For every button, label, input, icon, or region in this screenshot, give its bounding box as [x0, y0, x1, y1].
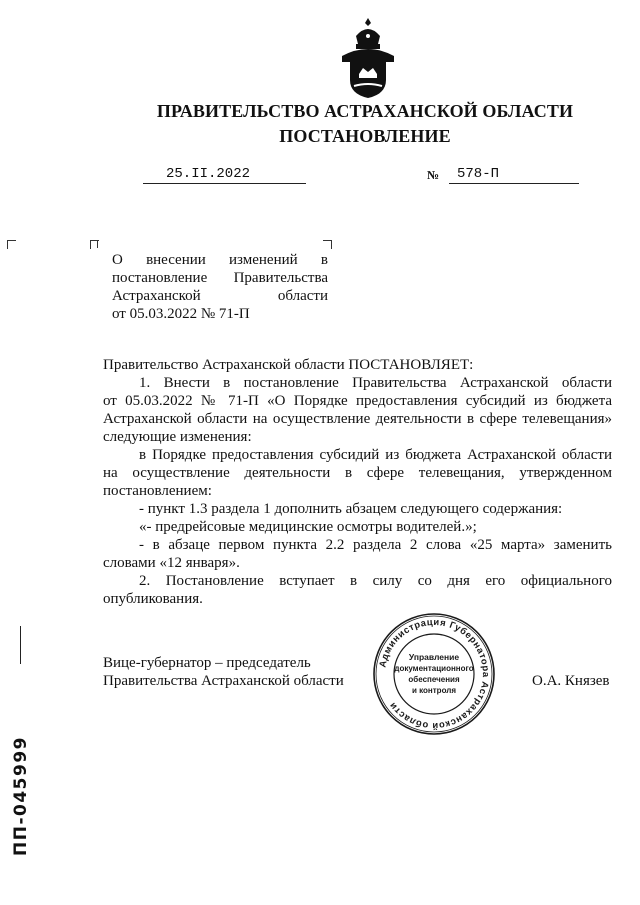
- signatory-position: Правительства Астраханской области: [103, 673, 344, 689]
- preamble: Правительство Астраханской области ПОСТАНОВЛЯЕТ:: [103, 357, 474, 373]
- stamp-text: обеспечения: [408, 675, 460, 684]
- stamp-text: Управление: [408, 652, 460, 662]
- subject-line: от 05.03.2022 № 71-П: [112, 306, 250, 322]
- corner-mark: [323, 240, 332, 249]
- date-underline: [143, 183, 306, 184]
- paragraph-line: опубликования.: [103, 591, 203, 607]
- paragraph-line: от 05.03.2022 № 71-П «О Порядке предоставления субсидий из бюджета: [103, 393, 612, 409]
- paragraph-line: 2. Постановление вступает в силу со дня его официального: [139, 573, 612, 589]
- subject-line: постановление Правительства: [112, 270, 328, 286]
- subject-line: О внесении изменений в: [112, 252, 328, 268]
- paragraph-line: словами «12 января».: [103, 555, 240, 571]
- margin-mark: [20, 626, 21, 664]
- signatory-position: Вице-губернатор – председатель: [103, 655, 311, 671]
- number-underline: [449, 183, 579, 184]
- stamp-text: документационного: [394, 664, 474, 673]
- list-item: - в абзаце первом пункта 2.2 раздела 2 слова «25 марта» заменить: [139, 537, 612, 553]
- paragraph-line: в Порядке предоставления субсидий из бюджета Астраханской области: [139, 447, 612, 463]
- form-serial-number: ПП-045999: [11, 736, 31, 856]
- corner-mark: [97, 240, 99, 248]
- corner-mark: [7, 240, 16, 249]
- subject-line: Астраханской области: [112, 288, 328, 304]
- stamp-text: и контроля: [412, 686, 456, 695]
- paragraph-line: следующие изменения:: [103, 429, 252, 445]
- list-item: - пункт 1.3 раздела 1 дополнить абзацем следующего содержания:: [139, 501, 563, 517]
- signatory-name: О.А. Князев: [532, 673, 610, 689]
- stamp-ring-text: Администрация Губернатора Астраханской области: [376, 615, 493, 733]
- number-label: №: [427, 168, 440, 182]
- paragraph-line: на осуществление деятельности в сфере телевещания, утвержденном: [103, 465, 612, 481]
- official-stamp: [372, 612, 496, 736]
- paragraph-line: постановлением:: [103, 483, 212, 499]
- coat-of-arms-icon: [336, 16, 400, 100]
- org-title: ПРАВИТЕЛЬСТВО АСТРАХАНСКОЙ ОБЛАСТИ: [156, 101, 574, 121]
- list-item: «- предрейсовые медицинские осмотры водителей.»;: [139, 519, 477, 535]
- document-date: 25.II.2022: [166, 166, 251, 182]
- paragraph-line: Астраханской области на осуществление деятельности в сфере телевещания»: [103, 411, 612, 427]
- doc-type-heading: ПОСТАНОВЛЕНИЕ: [279, 126, 451, 146]
- document-number: 578-П: [457, 166, 500, 182]
- paragraph-line: 1. Внести в постановление Правительства Астраханской области: [139, 375, 612, 391]
